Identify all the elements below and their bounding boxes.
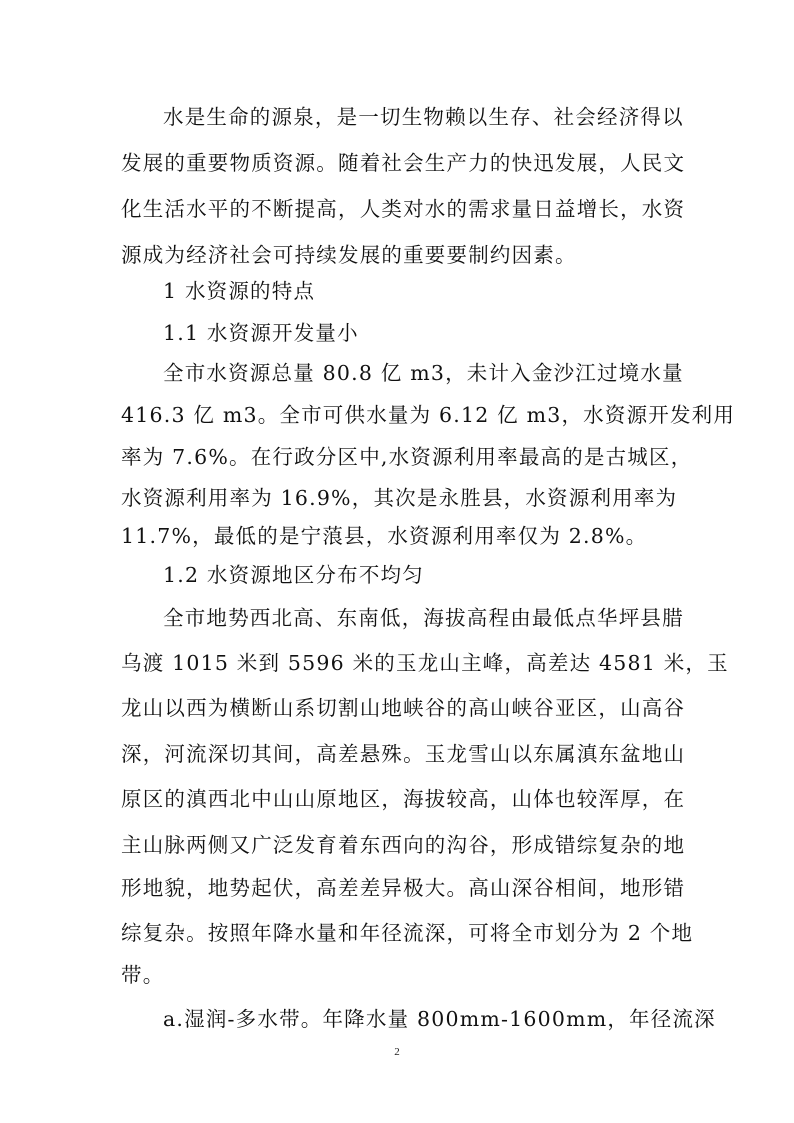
paragraph-line: 主山脉两侧又广泛发育着东西向的沟谷，形成错综复杂的地 bbox=[121, 833, 686, 857]
paragraph-line: a.湿润-多水带。年降水量 800mm-1600mm，年径流深 bbox=[163, 1007, 716, 1031]
page-number: 2 bbox=[394, 1046, 400, 1058]
paragraph-line: 全市水资源总量 80.8 亿 m3，未计入金沙江过境水量 bbox=[163, 361, 684, 385]
paragraph-line: 416.3 亿 m3。全市可供水量为 6.12 亿 m3，水资源开发利用 bbox=[121, 403, 736, 427]
paragraph-line: 原区的滇西北中山山原地区，海拔较高，山体也较浑厚，在 bbox=[121, 787, 686, 811]
paragraph-line: 形地貌，地势起伏，高差差异极大。高山深谷相间，地形错 bbox=[121, 876, 686, 900]
section-heading: 1 水资源的特点 bbox=[163, 279, 316, 303]
paragraph-line: 全市地势西北高、东南低，海拔高程由最低点华坪县腊 bbox=[163, 606, 684, 630]
paragraph-line: 深，河流深切其间，高差悬殊。玉龙雪山以东属滇东盆地山 bbox=[121, 742, 686, 766]
paragraph-line: 率为 7.6%。在行政分区中,水资源利用率最高的是古城区， bbox=[121, 445, 693, 469]
paragraph-line: 水是生命的源泉，是一切生物赖以生存、社会经济得以 bbox=[163, 105, 684, 129]
paragraph-line: 水资源利用率为 16.9%，其次是永胜县，水资源利用率为 bbox=[121, 486, 678, 510]
paragraph-line: 源成为经济社会可持续发展的重要要制约因素。 bbox=[121, 243, 577, 267]
paragraph-line: 11.7%，最低的是宁蒗县，水资源利用率仅为 2.8%。 bbox=[121, 524, 648, 548]
subsection-heading: 1.2 水资源地区分布不均匀 bbox=[163, 563, 424, 587]
paragraph-line: 乌渡 1015 米到 5596 米的玉龙山主峰，高差达 4581 米，玉 bbox=[121, 651, 729, 675]
paragraph-line: 化生活水平的不断提高，人类对水的需求量日益增长，水资 bbox=[121, 197, 686, 221]
paragraph-line: 龙山以西为横断山系切割山地峡谷的高山峡谷亚区，山高谷 bbox=[121, 696, 686, 720]
subsection-heading: 1.1 水资源开发量小 bbox=[163, 321, 359, 345]
paragraph-line: 带。 bbox=[121, 963, 165, 987]
paragraph-line: 综复杂。按照年降水量和年径流深，可将全市划分为 2 个地 bbox=[121, 921, 694, 945]
paragraph-line: 发展的重要物质资源。随着社会生产力的快迅发展，人民文 bbox=[121, 151, 686, 175]
